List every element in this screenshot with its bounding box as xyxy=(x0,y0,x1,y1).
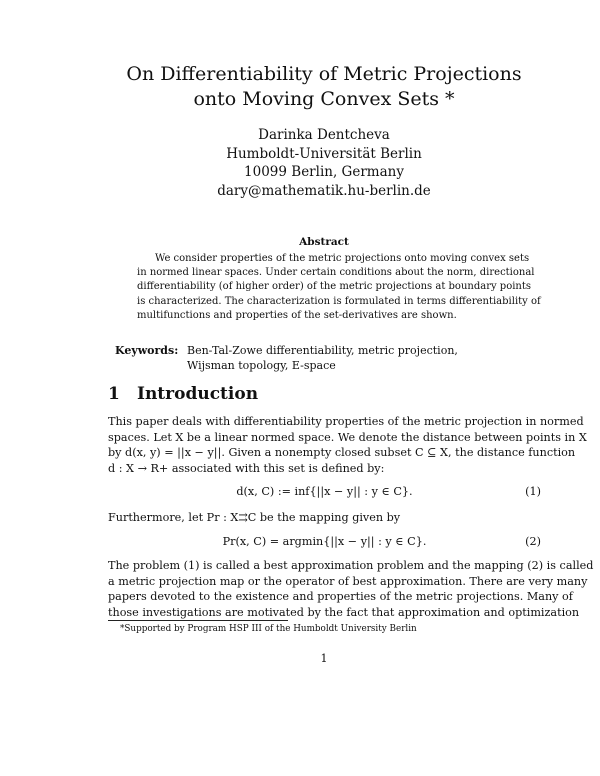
keywords-line-1: Ben-Tal-Zowe differentiability, metric projection, xyxy=(187,344,458,357)
body-line: d : X → R+ associated with this set is defined by: xyxy=(108,462,385,476)
abstract-line: differentiability (of higher order) of the metric projections at boundary points xyxy=(137,281,532,293)
author-email: dary@mathematik.hu-berlin.de xyxy=(217,182,431,199)
keywords-line-2: Wijsman topology, E-space xyxy=(187,359,336,372)
body-line: The problem (1) is called a best approximation problem and the mapping (2) is called xyxy=(108,559,594,572)
equation-1 xyxy=(108,485,541,501)
body-line: those investigations are motivated by the fact that approximation and optimization xyxy=(108,606,580,620)
equation-2-body: Pr(x, C) = argmin{||x − y|| : y ∈ C}. xyxy=(222,535,427,548)
abstract-line: We consider properties of the metric projections onto moving convex sets xyxy=(155,253,530,264)
equation-2 xyxy=(108,535,541,551)
page-number: 1 xyxy=(320,652,328,665)
footnote: *Supported by Program HSP III of the Humboldt University Berlin xyxy=(120,624,417,634)
paper-title xyxy=(0,62,600,112)
abstract-line: is characterized. The characterization is formulated in terms differentiability of xyxy=(137,295,541,307)
body-line: This paper deals with differentiability properties of the metric projection in normed xyxy=(108,415,584,428)
body-line: spaces. Let X be a linear normed space. We denote the distance between points in X xyxy=(108,430,587,444)
keywords-list xyxy=(187,343,458,373)
keywords-label: Keywords: xyxy=(115,344,179,357)
body-line: Furthermore, let Pr : X⇉C be the mapping given by xyxy=(108,511,401,524)
body-paragraph-1 xyxy=(108,414,587,477)
abstract-text xyxy=(137,252,541,323)
footnote-rule xyxy=(108,620,288,621)
title-line-2: onto Moving Convex Sets * xyxy=(193,88,455,110)
author-block xyxy=(0,126,600,200)
section-number: 1 xyxy=(108,384,120,404)
abstract-line: in normed linear spaces. Under certain conditions about the norm, directional xyxy=(137,267,535,279)
author-name: Darinka Dentcheva xyxy=(258,127,390,143)
title-line-1: On Differentiability of Metric Projections xyxy=(126,63,522,85)
equation-1-body: d(x, C) := inf{||x − y|| : y ∈ C}. xyxy=(236,485,413,498)
abstract-heading: Abstract xyxy=(299,236,349,248)
body-paragraph-2 xyxy=(108,510,541,526)
author-affiliation: Humboldt-Universität Berlin xyxy=(226,145,422,162)
body-line: by d(x, y) = ||x − y||. Given a nonempty closed subset C ⊆ X, the distance function xyxy=(108,446,576,460)
equation-1-number: (1) xyxy=(525,485,541,498)
abstract-line: multifunctions and properties of the set-derivatives are shown. xyxy=(137,309,457,321)
section-heading xyxy=(108,384,258,404)
body-line: a metric projection map or the operator of best approximation. There are very many xyxy=(108,574,588,588)
equation-2-number: (2) xyxy=(525,535,541,548)
section-title: Introduction xyxy=(137,384,259,404)
body-paragraph-3 xyxy=(108,558,594,621)
author-address: 10099 Berlin, Germany xyxy=(244,164,404,180)
body-line: papers devoted to the existence and properties of the metric projections. Many of xyxy=(108,590,573,604)
